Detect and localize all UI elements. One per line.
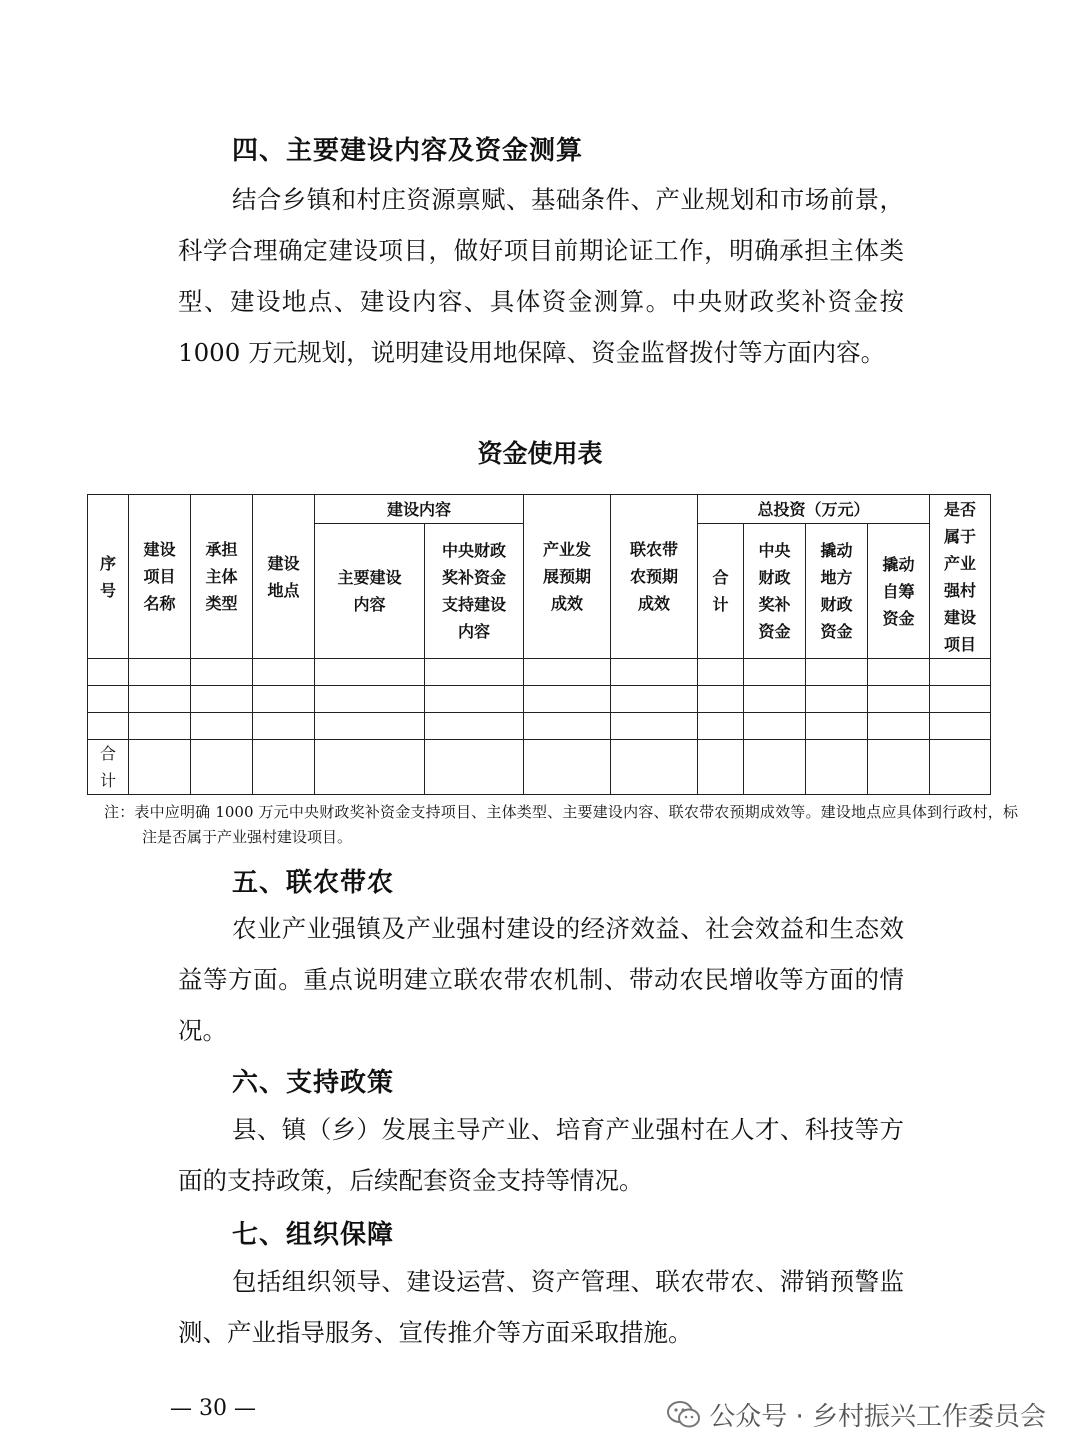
- header-is-village: 是否属于产业强村建设项目: [930, 495, 991, 659]
- header-total: 合计: [698, 524, 744, 659]
- header-entity-type: 承担主体类型: [191, 495, 253, 659]
- section-6-body: 县、镇（乡）发展主导产业、培育产业强村在人才、科技等方面的支持政策，后续配套资金支持等情况。: [178, 1115, 904, 1195]
- header-industry-effect: 产业发展预期成效: [524, 495, 611, 659]
- wechat-icon: [667, 1400, 701, 1430]
- section-5-body: 农业产业强镇及产业强村建设的经济效益、社会效益和生态效益等方面。重点说明建立联农带农机制、带动农民增收等方面的情况。: [178, 914, 904, 1045]
- fund-usage-table: [87, 494, 991, 795]
- header-main-content: 主要建设内容: [315, 524, 425, 659]
- header-local-fund: 撬动地方财政资金: [806, 524, 868, 659]
- header-farmer-effect: 联农带农预期成效: [611, 495, 698, 659]
- section-4-body: 结合乡镇和村庄资源禀赋、基础条件、产业规划和市场前景，科学合理确定建设项目，做好项目前期论证工作，明确承担主体类型、建设地点、建设内容、具体资金测算。中央财政奖补资金按 1000 万元规划，说明建设用地保障、资金监督拨付等方面内容。: [178, 185, 904, 367]
- table-title: 资金使用表: [477, 439, 603, 468]
- watermark-text: 公众号 · 乡村振兴工作委员会: [709, 1402, 1046, 1432]
- header-investment-group: 总投资（万元）: [698, 495, 930, 524]
- header-content-group: 建设内容: [315, 495, 524, 524]
- total-row-label: 合计: [88, 740, 129, 795]
- header-central-support: 中央财政奖补资金支持建设内容: [425, 524, 524, 659]
- watermark: [667, 1396, 1046, 1433]
- table-row: [88, 659, 991, 686]
- section-7-body: 包括组织领导、建设运营、资产管理、联农带农、滞销预警监测、产业指导服务、宣传推介等方面采取措施。: [178, 1267, 904, 1347]
- header-central-fund: 中央财政奖补资金: [744, 524, 806, 659]
- section-5-heading: 五、联农带农: [232, 868, 395, 898]
- section-6-heading: 六、支持政策: [232, 1068, 395, 1098]
- header-location: 建设地点: [253, 495, 315, 659]
- header-seq: 序号: [88, 495, 129, 659]
- section-4-heading: 四、主要建设内容及资金测算: [232, 136, 584, 166]
- table-note: 注：表中应明确 1000 万元中央财政奖补资金支持项目、主体类型、主要建设内容、联农带农预期成效等。建设地点应具体到行政村，标注是否属于产业强村建设项目。: [104, 803, 1018, 846]
- header-self-fund: 撬动自筹资金: [868, 524, 930, 659]
- page-number: — 30 —: [170, 1396, 256, 1421]
- table-row: [88, 713, 991, 740]
- header-project-name: 建设项目名称: [129, 495, 191, 659]
- section-7-heading: 七、组织保障: [232, 1220, 395, 1250]
- table-total-row: [88, 740, 991, 795]
- table-row: [88, 686, 991, 713]
